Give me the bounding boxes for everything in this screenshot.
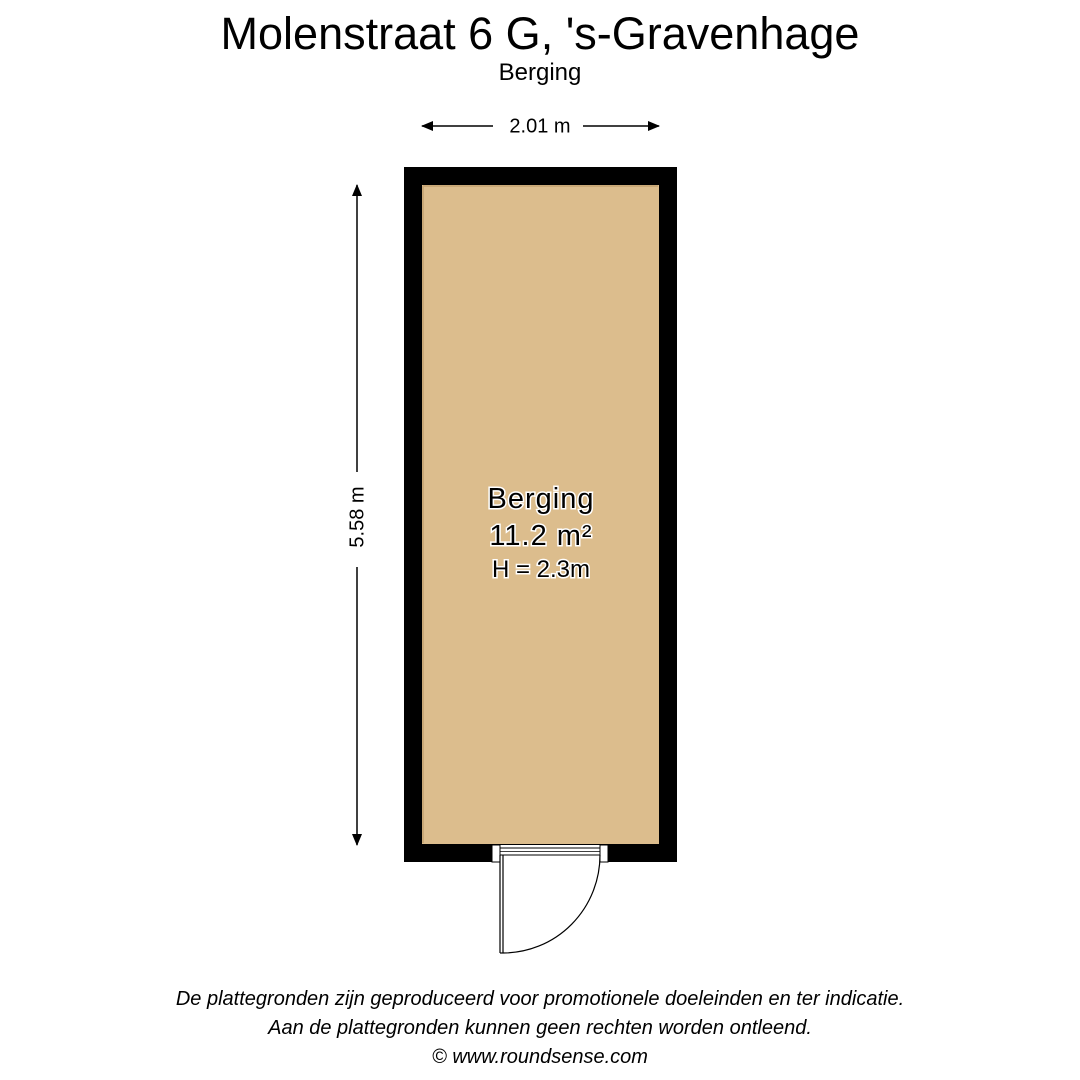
height-dimension [346, 185, 368, 845]
disclaimer-line-2: Aan de plattegronden kunnen geen rechten worden ontleend. [268, 1017, 812, 1039]
page-title: Molenstraat 6 G, 's-Gravenhage [220, 8, 860, 59]
width-label: 2.01 m [509, 115, 571, 138]
room-height: H = 2.3m [491, 556, 591, 583]
disclaimer [0, 985, 1080, 1072]
door [492, 845, 608, 953]
disclaimer-line-1: De plattegronden zijn geproduceerd voor promotionele doeleinden en ter indicatie. [175, 988, 905, 1010]
copyright-line: © www.roundsense.com [432, 1046, 648, 1068]
room-label [488, 483, 595, 583]
door-swing-arc [503, 855, 600, 953]
floor-subtitle: Berging [498, 59, 582, 86]
room-area: 11.2 m² [489, 520, 593, 552]
door-jamb-right [600, 845, 608, 862]
height-label: 5.58 m [346, 486, 369, 548]
door-jamb-left [492, 845, 500, 862]
room-name: Berging [487, 483, 595, 515]
width-dimension [422, 115, 659, 137]
